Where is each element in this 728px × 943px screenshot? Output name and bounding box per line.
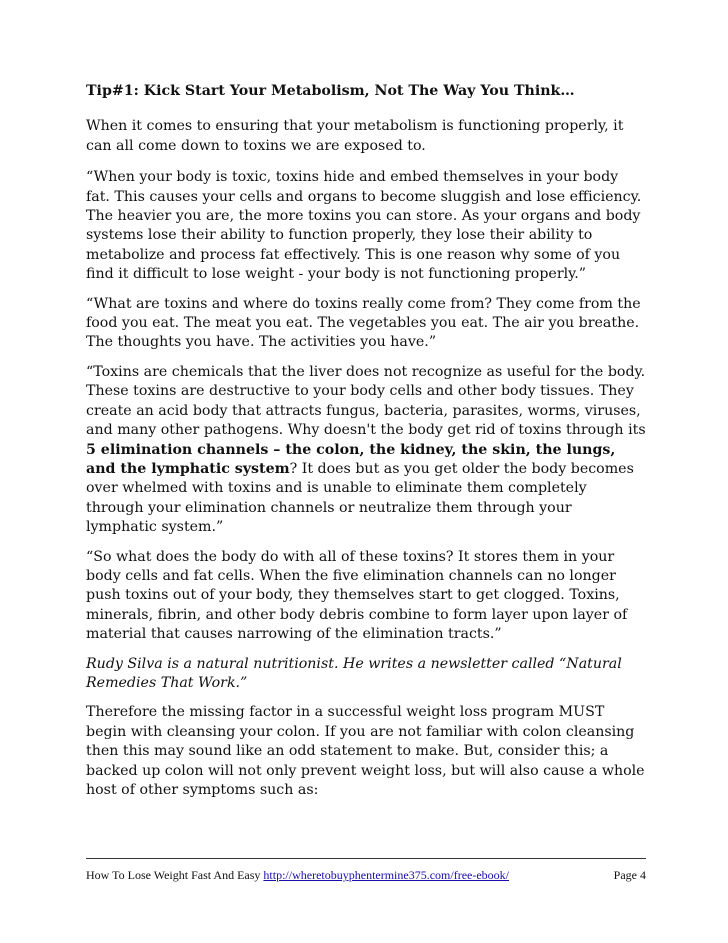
paragraph-toxin-storage: “So what does the body do with all of these toxins? It stores them in your body cells and fat cells. When the five elimination channels can no longer push toxins out of your body, they themselves start to get clogged. Toxins, minerals, fibrin, and other body debris combine to form layer upon layer of material that causes narrowing of the elimination tracts.”: [86, 548, 628, 643]
footer-link[interactable]: http://wheretobuyphentermine375.com/free-ebook/: [263, 868, 510, 882]
paragraph-text: “Toxins are chemicals that the liver does not recognize as useful for the body. These toxins are destructive to your body cells and other body tissues. They create an acid body that attracts fungus, bacteria, parasites, worms, viruses, and many other pathogens. Why doesn't the body get rid of toxins through its: [86, 363, 646, 439]
footer-divider: [86, 858, 646, 859]
page-number: Page 4: [613, 868, 646, 882]
page-footer: [86, 868, 646, 883]
footer-left: [86, 868, 509, 883]
footer-title: How To Lose Weight Fast And Easy: [86, 868, 261, 882]
paragraph-author-note: Rudy Silva is a natural nutritionist. He writes a newsletter called “Natural Remedies That Work.”: [86, 655, 622, 691]
tip-heading: Tip#1: Kick Start Your Metabolism, Not The Way You Think…: [86, 83, 575, 99]
paragraph-colon-cleansing: Therefore the missing factor in a successful weight loss program MUST begin with cleansing your colon. If you are not familiar with colon cleansing then this may sound like an odd statement to make. But, consider this; a backed up colon will not only prevent weight loss, but will also cause a whole host of other symptoms such as:: [86, 704, 645, 798]
paragraph-toxin-sources: “What are toxins and where do toxins really come from? They come from the food you eat. The meat you eat. The vegetables you eat. The air you breathe. The thoughts you have. The activities you have.”: [86, 295, 641, 351]
paragraph-toxic-body: “When your body is toxic, toxins hide and embed themselves in your body fat. This causes your cells and organs to become sluggish and lose efficiency. The heavier you are, the more toxins you can store. As your organs and body systems lose their ability to function properly, they lose their ability to metabolize and process fat effectively. This is one reason why some of you find it difficult to lose weight - your body is not functioning properly.”: [86, 169, 642, 283]
paragraph-text: ? It does but as you get older the body becomes over whelmed with toxins and is unable to eliminate them completely through your elimination channels or neutralize them through your lymphatic system.”: [86, 460, 634, 536]
paragraph-intro: When it comes to ensuring that your metabolism is functioning properly, it can all come down to toxins we are exposed to.: [86, 118, 624, 154]
document-body: [86, 82, 646, 810]
paragraph-elimination-channels: [86, 363, 646, 538]
bold-elimination-channels: 5 elimination channels – the colon, the kidney, the skin, the lungs, and the lymphatic system: [86, 441, 616, 477]
